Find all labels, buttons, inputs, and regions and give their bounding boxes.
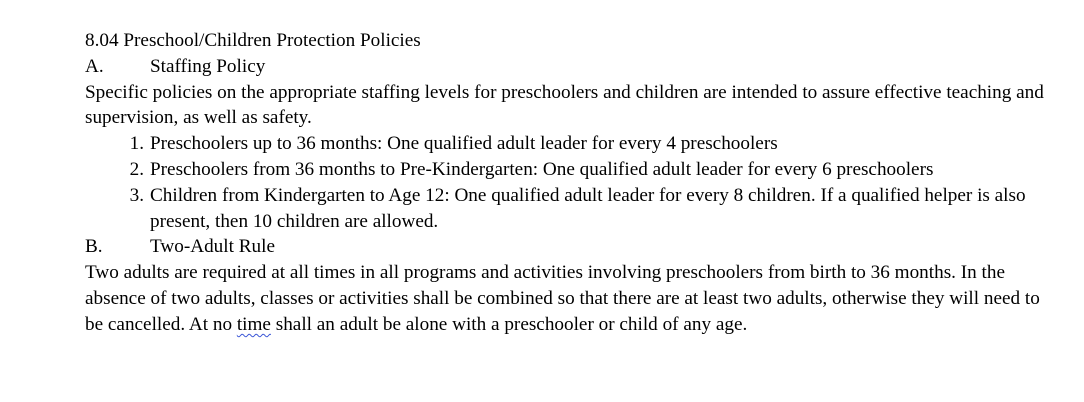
list-item-text: Preschoolers up to 36 months: One qualified adult leader for every 4 preschoolers (150, 133, 778, 155)
policy-heading: 8.04 Preschool/Children Protection Policies (85, 30, 421, 51)
list-item-text: Children from Kindergarten to Age 12: One qualified adult leader for every 8 children. If a qualified helper is also present, then 10 children are allowed. (150, 184, 1026, 232)
section-b-title: Two-Adult Rule (150, 236, 275, 258)
staffing-ratio-list (85, 131, 1045, 234)
list-item-text: Preschoolers from 36 months to Pre-Kindergarten: One qualified adult leader for every 6 preschoolers (150, 158, 934, 180)
document-page (85, 28, 1045, 338)
spellcheck-flagged-word[interactable]: time (236, 313, 271, 335)
list-item-number: 1. (129, 133, 144, 155)
list-item (129, 157, 1045, 183)
list-item-number: 2. (129, 158, 144, 180)
section-a-title: Staffing Policy (150, 55, 266, 77)
list-item (129, 183, 1045, 235)
section-b-header (85, 234, 1045, 260)
section-a-paragraph: Specific policies on the appropriate staffing levels for preschoolers and children are intended to assure effective teaching and supervision, as well as safety. (85, 81, 1044, 129)
list-item (129, 131, 1045, 157)
list-item-number: 3. (129, 184, 144, 206)
section-b-paragraph (85, 260, 1045, 337)
section-a-header (85, 54, 1045, 80)
section-b-text-end: shall an adult be alone with a preschooler or child of any age. (270, 313, 748, 335)
section-b-letter: B. (85, 236, 103, 258)
section-a-letter: A. (85, 55, 104, 77)
section-b-text-start: Two adults are required at all times in all programs and activities involving preschoolers from birth to 36 months. In the absence of two adults, classes or activities shall be combined so that there are at least two adults, otherwise they will need to be cancelled. At no (85, 262, 1040, 335)
